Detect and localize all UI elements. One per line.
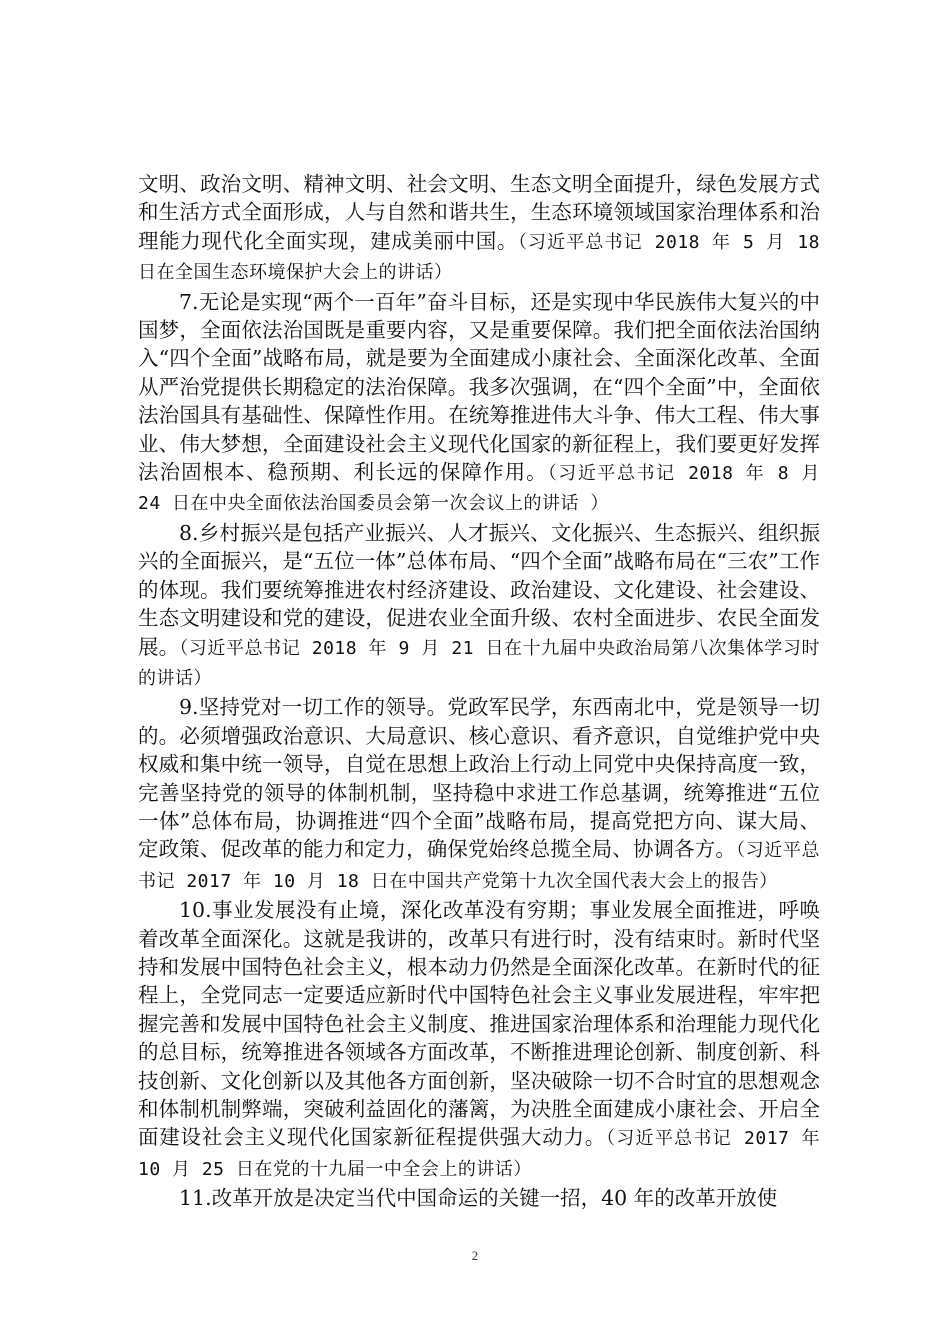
paragraph-text: 7.无论是实现“两个一百年”奋斗目标，还是实现中华民族伟大复兴的中国梦，全面依法治国既是重要内容，又是重要保障。我们把全面依法治国纳入“四个全面”战略布局，就是要为全面建成小康社会、全面深化改革、全面从严治党提供长期稳定的法治保障。我多次强调，在“四个全面”中，全面依法治国具有基础性、保障性作用。在统筹推进伟大斗争、伟大工程、伟大事业、伟大梦想，全面建设社会主义现代化国家的新征程上，我们要更好发挥法治固根本、稳预期、利长远的保障作用。	[138, 289, 820, 485]
paragraph-text: 10.事业发展没有止境，深化改革没有穷期；事业发展全面推进，呼唤着改革全面深化。这就是我讲的，改革只有进行时，没有结束时。新时代坚持和发展中国特色社会主义，根本动力仍然是全面深化改革。在新时代的征程上，全党同志一定要适应新时代中国特色社会主义事业发展进程，牢牢把握完善和发展中国特色社会主义制度、推进国家治理体系和治理能力现代化的总目标，统筹推进各领域各方面改革，不断推进理论创新、制度创新、科技创新、文化创新以及其他各方面创新，坚决破除一切不合时宜的思想观念和体制机制弊端，突破利益固化的藩篱，为决胜全面建成小康社会、开启全面建设社会主义现代化国家新征程提供强大动力。	[138, 898, 820, 1150]
source-citation: （习近平总书记 2018 年 8 月 24 日在中央全面依法治国委员会第一次会议上的讲话 ）	[138, 463, 821, 515]
page-number: 2	[471, 1248, 479, 1263]
paragraph-item-7	[138, 288, 820, 519]
paragraph-item-11	[138, 1184, 820, 1214]
paragraph-text: 文明、政治文明、精神文明、社会文明、生态文明全面提升，绿色发展方式和生活方式全面形成，人与自然和谐共生，生态环境领域国家治理体系和治理能力现代化全面实现，建成美丽中国。	[138, 172, 820, 253]
paragraph-item-9	[138, 693, 820, 896]
source-citation: （习近平总书记 2017 年 10 月 25 日在党的十九届一中全会上的讲话）	[138, 1128, 820, 1180]
source-citation: （习近平总书记 2017 年 10 月 18 日在中国共产党第十九次全国代表大会上的报告）	[138, 840, 821, 892]
source-citation: （习近平总书记 2018 年 5 月 18 日在全国生态环境保护大会上的讲话）	[138, 231, 821, 284]
paragraph-item-10	[138, 896, 820, 1184]
paragraph-item-8	[138, 519, 820, 693]
paragraph-continuation	[138, 170, 820, 288]
paragraph-text: 11.改革开放是决定当代中国命运的关键一招，40 年的改革开放使	[179, 1186, 778, 1211]
source-citation: （习近平总书记 2018 年 9 月 21 日在十九届中央政治局第八次集体学习时的讲话）	[138, 637, 820, 689]
document-body	[138, 170, 820, 1215]
paragraph-text: 9.坚持党对一切工作的领导。党政军民学，东西南北中，党是领导一切的。必须增强政治意识、大局意识、核心意识、看齐意识，自觉维护党中央权威和集中统一领导，自觉在思想上政治上行动上同党中央保持高度一致，完善坚持党的领导的体制机制，坚持稳中求进工作总基调，统筹推进“五位一体”总体布局，协调推进“四个全面”战略布局，提高党把方向、谋大局、定政策、促改革的能力和定力，确保党始终总揽全局、协调各方。	[138, 695, 820, 862]
paragraph-text: 8.乡村振兴是包括产业振兴、人才振兴、文化振兴、生态振兴、组织振兴的全面振兴，是“五位一体”总体布局、“四个全面”战略布局在“三农”工作的体现。我们要统筹推进农村经济建设、政治建设、文化建设、社会建设、生态文明建设和党的建设，促进农业全面升级、农村全面进步、农民全面发展。	[138, 520, 820, 659]
